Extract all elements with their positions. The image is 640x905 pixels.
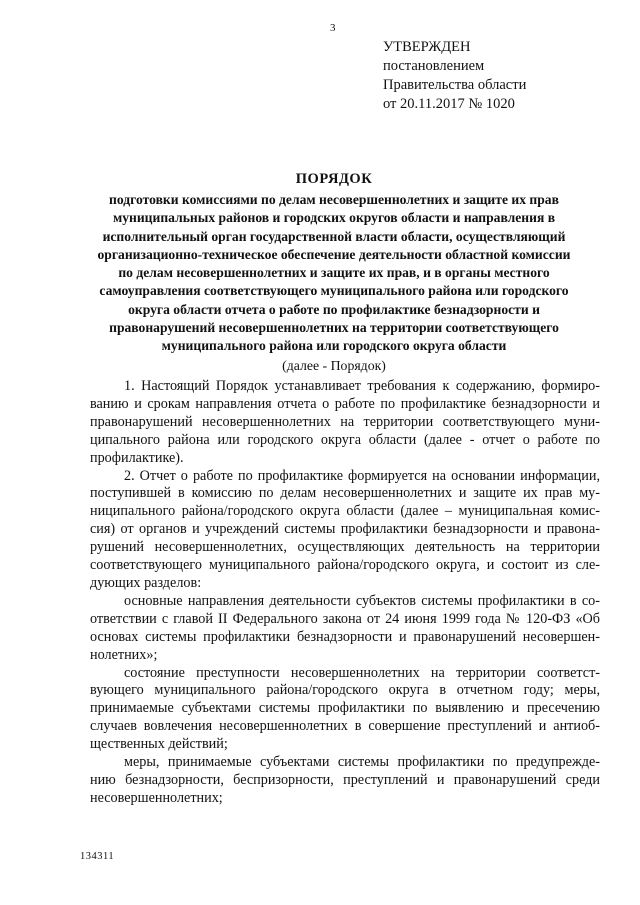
text-line: рушений несовершеннолетних, осуществляющих деятельность на территории	[90, 539, 600, 556]
subtitle-line: по делам несовершеннолетних и защите их прав, и в органы местного	[118, 265, 550, 281]
text-line: 2. Отчет о работе по профилактике формируется на основании информации,	[124, 467, 600, 484]
document-title: ПОРЯДОК	[295, 171, 373, 187]
text-line: нию безнадзорности, беспризорности, преступлений и правонарушений среди	[90, 771, 600, 788]
text-line: принимаемые субъектами системы профилактики по выявлению и пресечению	[90, 700, 600, 717]
paragraph-5	[90, 754, 600, 808]
text-line: состояние преступности несовершеннолетних на территории соответст-	[124, 664, 600, 681]
document-short-name: (далее - Порядок)	[282, 357, 386, 373]
document-body	[90, 378, 600, 808]
paragraph-2	[90, 468, 600, 593]
text-line: правонарушений несовершеннолетних на территории соответствующего муни-	[90, 413, 600, 430]
subtitle-line: подготовки комиссиями по делам несовершеннолетних и защите их прав	[109, 192, 559, 207]
text-line: нолетних»;	[90, 646, 158, 663]
subtitle-line: исполнительный орган государственной власти области, осуществляющий	[102, 228, 566, 244]
text-line: дующих разделов:	[90, 574, 202, 591]
text-line: ванию и срокам направления отчета о работе по профилактике безнадзорности и	[90, 395, 600, 412]
subtitle-line: муниципального района или городского округа области	[161, 338, 507, 354]
approval-line: постановлением	[383, 58, 485, 74]
text-line: вующего муниципального района/городского округа в отчетном году; меры,	[90, 682, 600, 699]
text-line: соответствующего муниципального района/городского округа, и состоит из сле-	[90, 557, 600, 574]
page-number: 3	[330, 22, 336, 34]
paragraph-3	[90, 593, 600, 665]
text-line: поступившей в комиссию по делам несовершеннолетних и защите их прав му-	[90, 485, 600, 502]
approval-line: УТВЕРЖДЕН	[383, 39, 471, 55]
approval-stamp	[383, 38, 526, 114]
paragraph-4	[90, 665, 600, 755]
text-line: меры, принимаемые субъектами системы профилактики по предупрежде-	[124, 754, 600, 771]
text-line: несовершеннолетних;	[90, 789, 223, 806]
text-line: профилактике).	[90, 449, 184, 466]
paragraph-1	[90, 378, 600, 468]
subtitle-line: округа области отчета о работе по профилактике безнадзорности и	[128, 301, 540, 317]
document-heading	[60, 170, 608, 375]
subtitle-line: муниципальных районов и городских округов области и направления в	[112, 210, 556, 226]
text-line: ответствии с главой II Федерального закона от 24 июня 1999 года № 120-ФЗ «Об	[90, 610, 600, 627]
text-line: щественных действий;	[90, 736, 228, 753]
text-line: ниципального района/городского округа области (далее – муниципальная комис-	[90, 503, 600, 520]
text-line: 1. Настоящий Порядок устанавливает требования к содержанию, формиро-	[124, 378, 600, 394]
text-line: ципального района или городского округа области (далее - отчет о работе по	[90, 431, 600, 448]
document-subtitle	[60, 191, 608, 356]
approval-line: от 20.11.2017 № 1020	[383, 96, 515, 112]
subtitle-line: организационно-техническое обеспечение деятельности областной комиссии	[97, 246, 571, 262]
footer-code: 134311	[80, 851, 115, 862]
subtitle-line: правонарушений несовершеннолетних на территории соответствующего	[109, 320, 559, 336]
subtitle-line: самоуправления соответствующего муниципального района или городского	[99, 283, 569, 299]
text-line: случаев вовлечения несовершеннолетних в совершение преступлений и антиоб-	[90, 718, 600, 735]
approval-line: Правительства области	[383, 77, 527, 93]
text-line: основные направления деятельности субъектов системы профилактики в со-	[124, 592, 600, 609]
text-line: сия) от органов и учреждений системы профилактики безнадзорности и правона-	[90, 521, 600, 538]
text-line: основах системы профилактики безнадзорности и правонарушений несовершен-	[90, 628, 600, 645]
